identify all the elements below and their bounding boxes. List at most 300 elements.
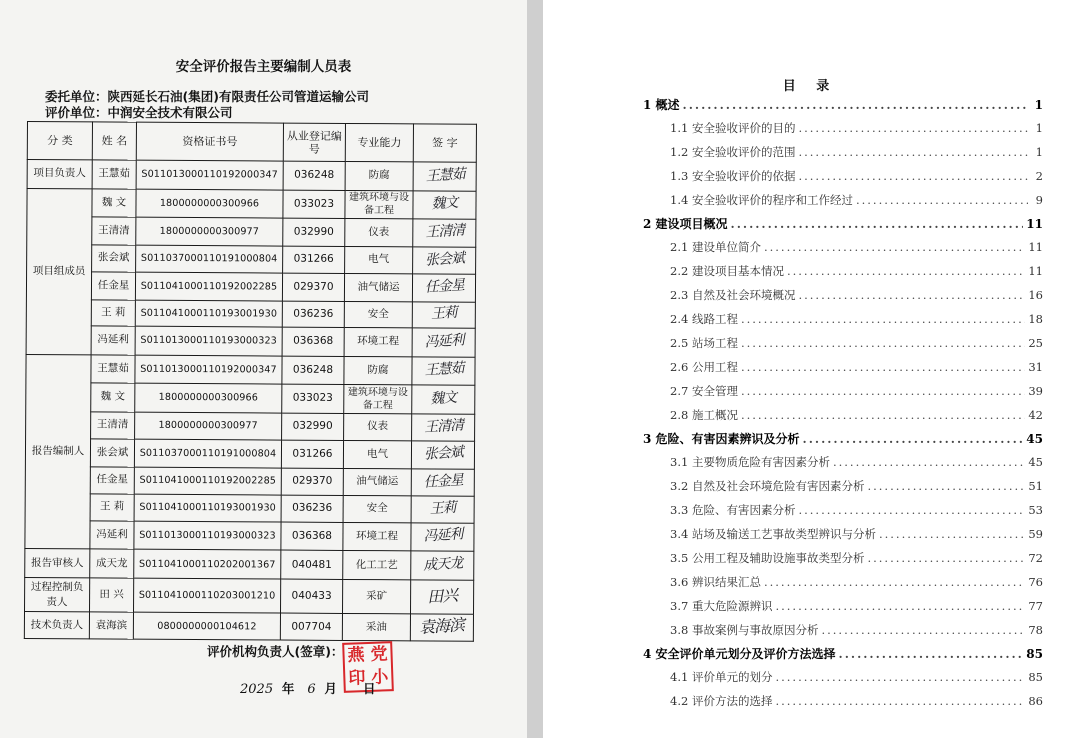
cell-skill-text: 防腐 [367, 363, 389, 377]
cell-skill [343, 496, 411, 523]
cell-skill-text: 油气储运 [356, 475, 399, 488]
cell-reg [281, 468, 343, 496]
cell-reg [280, 579, 342, 614]
toc-entry[interactable] [643, 550, 1043, 574]
cell-reg-text: 036236 [292, 502, 333, 515]
toc-entry[interactable] [643, 311, 1043, 335]
cell-name [92, 217, 136, 245]
cell-reg-text: 007704 [291, 620, 332, 633]
cell-cert [136, 217, 283, 245]
cell-name [90, 467, 134, 495]
table-row [26, 354, 475, 385]
cell-cert-text: S011037000110191000804 [139, 447, 277, 460]
toc-dot-leader [798, 503, 1025, 517]
toc-dot-leader [741, 384, 1025, 398]
toc-dot-leader [731, 217, 1024, 231]
handwritten-signature: 成天龙 [422, 555, 463, 574]
header-category: 分 类 [27, 122, 92, 160]
toc-entry-label: 2.2 建设项目基本情况 [670, 264, 784, 279]
date-year-unit: 年 [281, 681, 295, 696]
toc-entry[interactable] [643, 120, 1043, 144]
header-signature: 签 字 [413, 124, 476, 162]
toc-entry[interactable] [643, 693, 1043, 717]
toc-entry[interactable] [643, 335, 1043, 359]
cell-skill [344, 385, 412, 414]
toc-dot-leader [839, 647, 1024, 661]
cell-name-text: 魏 文 [100, 390, 126, 404]
table-row [25, 577, 474, 614]
cell-signature [413, 190, 476, 219]
toc-entry[interactable] [643, 645, 1043, 669]
toc-entry[interactable] [643, 263, 1043, 287]
toc-dot-leader [741, 312, 1025, 326]
cell-reg-text: 031266 [292, 447, 333, 460]
toc-entry[interactable] [643, 239, 1043, 263]
toc-entry[interactable] [643, 383, 1043, 407]
toc-entry[interactable] [643, 669, 1043, 693]
cell-reg-text: 033023 [293, 197, 335, 210]
cell-cert-text: 0800000000104612 [157, 620, 257, 633]
table-row [27, 160, 476, 191]
cell-signature [411, 523, 474, 552]
cell-cert [133, 578, 280, 614]
handwritten-signature: 冯延利 [422, 526, 463, 546]
toc-entry[interactable] [643, 430, 1043, 454]
cell-cert [136, 189, 283, 218]
handwritten-signature: 王莉 [430, 305, 458, 323]
cell-skill [343, 551, 411, 580]
toc-dot-leader [775, 670, 1025, 684]
cell-name [91, 326, 135, 355]
cell-name [90, 439, 134, 467]
toc-entry-page: 45 [1026, 432, 1043, 447]
evaluator-name: 中润安全技术有限公司 [107, 105, 233, 120]
toc-entry-label: 4.2 评价方法的选择 [670, 694, 773, 709]
table-row [25, 549, 474, 580]
staff-table-page [0, 0, 527, 738]
cell-skill-text: 防腐 [368, 169, 390, 182]
cell-cert [135, 272, 282, 300]
cell-reg-text: 036248 [292, 363, 334, 376]
cell-name-text: 王慧茹 [97, 362, 129, 375]
cell-signature [411, 441, 474, 469]
cell-skill-text: 仪表 [368, 225, 390, 239]
cell-cert-text: S011041000110192002285 [140, 280, 278, 293]
cell-signature [411, 496, 474, 523]
cell-cert [135, 326, 282, 355]
cell-skill-text: 安全 [367, 307, 389, 321]
toc-dot-leader [798, 169, 1028, 183]
cell-cert [134, 467, 281, 495]
cell-cert [133, 613, 280, 640]
cell-reg [282, 273, 344, 301]
toc-entry-label: 2.4 线路工程 [670, 312, 738, 327]
cell-reg [282, 384, 344, 413]
cell-name-text: 王慧茹 [98, 167, 130, 180]
cell-name-text: 王 莉 [99, 500, 125, 514]
toc-dot-leader [798, 145, 1028, 159]
cell-name [91, 355, 135, 384]
header-skill: 专业能力 [345, 123, 413, 161]
cell-name [92, 160, 136, 189]
cell-cert [135, 383, 282, 412]
cell-signature [413, 162, 476, 191]
cell-signature [412, 328, 475, 357]
cell-cert-text: S011013000110192000347 [141, 168, 278, 181]
toc-entry-label: 1 概述 [643, 98, 680, 112]
toc-entry-page: 1 [1034, 98, 1043, 112]
toc-entry[interactable] [643, 622, 1043, 646]
date-month: 6 [307, 682, 316, 697]
cell-skill-text: 环境工程 [357, 335, 400, 348]
toc-entry[interactable] [643, 526, 1043, 550]
toc-entry-label: 1.2 安全验收评价的范围 [670, 144, 796, 159]
toc-dot-leader [856, 193, 1028, 207]
cell-name [89, 612, 133, 639]
toc-dot-leader [867, 551, 1025, 565]
cell-reg [282, 301, 344, 328]
date-month-unit: 月 [324, 681, 337, 696]
cell-cert-text: 1800000000300977 [158, 420, 258, 432]
handwritten-signature: 魏文 [430, 195, 458, 213]
toc-entry-page: 53 [1028, 503, 1043, 518]
cell-cert-text: S011013000110193000323 [139, 529, 276, 542]
cell-reg [283, 218, 345, 246]
toc-entry-page: 11 [1028, 240, 1043, 255]
cell-name [90, 549, 134, 578]
cell-cert-text: S011041000110203001210 [138, 589, 276, 602]
cell-name-text: 冯延利 [97, 333, 129, 346]
toc-entry[interactable] [643, 168, 1043, 192]
cell-cert [134, 494, 281, 521]
cell-reg-text: 040481 [291, 558, 332, 571]
toc-list [643, 96, 1043, 717]
cell-skill-text: 安全 [366, 502, 388, 515]
toc-entry-page: 39 [1028, 383, 1043, 398]
cell-skill-text: 采矿 [366, 590, 388, 603]
table-row [26, 299, 475, 328]
table-row [26, 411, 475, 441]
cell-cert-text: S011013000110193000323 [140, 335, 277, 347]
toc-entry[interactable] [643, 192, 1043, 216]
cell-reg-text: 032990 [292, 420, 333, 433]
toc-entry[interactable] [643, 454, 1043, 478]
cell-skill-text: 电气 [366, 448, 389, 461]
cell-reg [282, 327, 344, 356]
cell-signature [410, 580, 473, 615]
toc-entry-label: 3.5 公用工程及辅助设施事故类型分析 [670, 550, 865, 565]
toc-entry-page: 42 [1028, 407, 1043, 422]
table-row [27, 188, 476, 219]
cell-cert-text: S011041000110202001367 [139, 558, 276, 571]
cell-skill [342, 614, 410, 641]
toc-entry[interactable] [643, 407, 1043, 431]
sign-date [240, 679, 376, 697]
table-row [26, 272, 475, 302]
cell-name-text: 王清清 [96, 418, 129, 432]
table-row [25, 494, 474, 523]
toc-entry-page: 25 [1028, 335, 1043, 350]
toc-entry-label: 1.4 安全验收评价的程序和工作经过 [670, 192, 853, 207]
cell-skill-text: 环境工程 [355, 530, 399, 543]
cell-reg [283, 190, 345, 219]
cell-name-text: 袁海滨 [95, 619, 128, 632]
cell-skill [345, 161, 413, 190]
toc-dot-leader [821, 623, 1025, 637]
handwritten-signature: 王莉 [429, 499, 457, 518]
cell-category: 项目组成员 [26, 188, 92, 354]
toc-entry-label: 3.7 重大危险源辨识 [670, 598, 773, 613]
cell-reg-text: 036248 [294, 168, 335, 182]
cell-skill-text: 仪表 [367, 420, 389, 433]
cell-reg [280, 613, 342, 640]
handwritten-signature: 张会斌 [422, 444, 463, 464]
table-header-row [27, 122, 476, 163]
handwritten-signature: 任金星 [422, 472, 463, 491]
cell-skill [344, 301, 412, 328]
toc-dot-leader [741, 408, 1025, 422]
toc-dot-leader [775, 599, 1025, 613]
cell-reg [282, 356, 344, 385]
toc-dot-leader [741, 336, 1025, 350]
cell-cert [135, 355, 282, 384]
cell-cert-text: S011041000110192002285 [139, 475, 277, 487]
evaluator-label: 评价单位： [45, 105, 108, 120]
toc-entry-page: 9 [1035, 192, 1043, 207]
toc-entry[interactable] [643, 359, 1043, 383]
cell-signature [412, 301, 475, 328]
toc-entry-label: 4.1 评价单元的划分 [670, 670, 773, 685]
header-cert: 资格证书号 [136, 122, 283, 161]
handwritten-signature: 魏文 [429, 389, 457, 408]
cell-reg-text: 036236 [293, 307, 334, 320]
cell-name-text: 冯延利 [96, 528, 128, 541]
page-title: 安全评价报告主要编制人员表 [175, 59, 352, 75]
cell-cert-text: 1800000000300977 [159, 225, 259, 238]
cell-name [90, 521, 134, 550]
cell-name-text: 张会斌 [96, 446, 129, 459]
cell-cert [135, 412, 282, 440]
date-day-unit: 日 [363, 681, 376, 696]
cell-name-text: 成天龙 [96, 556, 128, 570]
handwritten-signature: 王慧茹 [423, 360, 464, 380]
cell-reg-text: 040433 [291, 589, 332, 602]
cell-skill-text: 化工工艺 [355, 558, 398, 571]
cell-name-text: 张会斌 [97, 251, 130, 264]
cell-skill-text: 电气 [368, 253, 390, 266]
header-name: 姓 名 [92, 122, 136, 160]
toc-entry-page: 16 [1028, 288, 1043, 303]
toc-entry-label: 2.1 建设单位简介 [670, 240, 761, 255]
seal-char: 印 [348, 668, 366, 689]
toc-entry-label: 1.1 安全验收评价的目的 [670, 120, 796, 135]
cell-reg [281, 522, 343, 551]
toc-entry-page: 31 [1028, 359, 1043, 374]
cell-reg [282, 413, 344, 441]
cell-name-text: 任金星 [96, 473, 129, 487]
cell-name [90, 494, 134, 521]
seal-char: 燕 [347, 645, 365, 666]
cell-signature [412, 356, 475, 385]
cell-cert [135, 300, 282, 327]
handwritten-signature: 任金星 [423, 277, 464, 297]
cell-name [89, 578, 133, 613]
cell-reg [283, 161, 345, 190]
toc-entry-label: 3 危险、有害因素辨识及分析 [643, 432, 800, 447]
cell-skill [344, 413, 412, 441]
toc-entry-label: 3.6 辨识结果汇总 [670, 574, 761, 589]
cell-cert-text: S011037000110191000804 [140, 253, 278, 265]
cell-signature [412, 274, 475, 302]
toc-entry[interactable] [643, 574, 1043, 598]
cell-reg-text: 031266 [293, 252, 334, 266]
cell-cert [134, 549, 281, 578]
cell-reg [281, 495, 343, 522]
toc-entry-label: 2.3 自然及社会环境概况 [670, 288, 796, 303]
toc-entry-page: 85 [1026, 647, 1043, 662]
toc-entry-label: 3.8 事故案例与事故原因分析 [670, 622, 819, 637]
cell-cert [134, 521, 281, 550]
cell-category: 项目负责人 [27, 160, 92, 189]
toc-entry-label: 3.4 站场及输送工艺事故类型辨识与分析 [670, 527, 876, 542]
cell-name-text: 田 兴 [99, 588, 124, 601]
date-year: 2025 [240, 682, 274, 697]
toc-entry-label: 2.5 站场工程 [670, 335, 738, 350]
table-row [26, 326, 475, 357]
cell-skill [344, 274, 412, 302]
cell-reg-text: 032990 [293, 225, 334, 238]
cell-reg-text: 029370 [292, 475, 333, 488]
cell-name-text: 任金星 [97, 279, 130, 292]
toc-entry[interactable] [643, 144, 1043, 168]
handwritten-signature: 王慧茹 [424, 166, 465, 185]
client-name: 陕西延长石油(集团)有限责任公司管道运输公司 [107, 89, 369, 104]
cell-cert-text: S011013000110192000347 [140, 363, 277, 376]
toc-entry-page: 59 [1028, 527, 1043, 542]
cell-reg [281, 550, 343, 579]
toc-entry-page: 1 [1035, 144, 1043, 159]
toc-entry-label: 4 安全评价单元划分及评价方法选择 [643, 647, 836, 662]
cell-signature [412, 385, 475, 414]
toc-entry-page: 77 [1028, 598, 1043, 613]
toc-entry-label: 1.3 安全验收评价的依据 [670, 168, 796, 183]
toc-entry[interactable] [643, 215, 1043, 239]
cell-skill [343, 522, 411, 551]
cell-skill [345, 219, 413, 247]
cell-reg [283, 246, 345, 274]
cell-name [92, 244, 136, 272]
page-gutter [527, 0, 543, 738]
toc-dot-leader [879, 527, 1025, 541]
toc-entry-page: 18 [1028, 312, 1043, 327]
cell-cert-text: 1800000000300966 [158, 392, 258, 404]
cell-name [91, 272, 135, 300]
cell-skill-text: 采油 [365, 620, 387, 633]
toc-dot-leader [803, 432, 1024, 446]
toc-entry-label: 2.7 安全管理 [670, 383, 738, 398]
cell-cert-text: S011041000110193001930 [140, 307, 278, 320]
cell-reg [281, 440, 343, 468]
cell-skill-text: 建筑环境与设备工程 [347, 386, 408, 412]
toc-dot-leader [683, 98, 1028, 112]
cell-skill [343, 468, 411, 496]
handwritten-signature: 王清清 [424, 222, 465, 242]
toc-entry-label: 2 建设项目概况 [643, 217, 728, 232]
cell-signature [413, 246, 476, 274]
toc-entry-label: 3.3 危险、有害因素分析 [670, 503, 796, 518]
seal-char: 小 [371, 667, 389, 688]
toc-entry[interactable] [643, 96, 1043, 120]
toc-entry-label: 2.6 公用工程 [670, 359, 738, 374]
client-label: 委托单位： [45, 89, 108, 104]
cell-signature [411, 551, 474, 580]
cell-name-text: 王 莉 [101, 306, 126, 319]
staff-table [24, 121, 477, 642]
toc-entry[interactable] [643, 287, 1043, 311]
toc-page [543, 0, 1077, 738]
cell-skill [344, 356, 412, 385]
toc-entry-label: 3.2 自然及社会环境危险有害因素分析 [670, 479, 865, 494]
cell-cert-text: 1800000000300966 [159, 197, 260, 210]
cell-name-text: 王清清 [98, 224, 130, 237]
cell-name [92, 188, 136, 217]
table-row [27, 244, 476, 274]
toc-dot-leader [798, 121, 1028, 135]
cell-category: 技术负责人 [24, 612, 89, 639]
cell-signature [412, 414, 475, 442]
seal-char: 党 [370, 644, 388, 665]
cell-skill [343, 441, 411, 469]
toc-entry-page: 45 [1028, 455, 1043, 470]
cell-signature [410, 614, 473, 641]
toc-entry[interactable] [643, 502, 1043, 526]
table-row [27, 217, 476, 247]
agency-head-sign-label: 评价机构负责人(签章)： [207, 644, 344, 659]
cell-reg-text: 033023 [292, 392, 333, 405]
handwritten-signature: 袁海滨 [418, 615, 465, 638]
handwritten-signature: 王清清 [423, 417, 464, 436]
toc-entry-page: 72 [1028, 550, 1043, 565]
toc-title: 目 录 [782, 79, 838, 94]
table-row [24, 612, 473, 641]
cell-reg-text: 036368 [291, 529, 333, 542]
cell-name [91, 412, 135, 440]
toc-entry[interactable] [643, 478, 1043, 502]
cell-skill [342, 579, 410, 614]
toc-dot-leader [787, 264, 1025, 278]
cell-category: 过程控制负责人 [25, 577, 90, 612]
toc-dot-leader [741, 360, 1025, 374]
cell-reg-text: 036368 [293, 334, 334, 348]
cell-category: 报告编制人 [25, 354, 91, 549]
cell-reg-text: 029370 [293, 280, 334, 293]
cell-cert-text: S011041000110193001930 [139, 502, 276, 514]
toc-dot-leader [867, 479, 1025, 493]
toc-entry-page: 1 [1035, 120, 1043, 135]
cell-skill [345, 190, 413, 219]
toc-entry-page: 85 [1028, 670, 1043, 685]
toc-entry-page: 76 [1028, 574, 1043, 589]
toc-entry-page: 11 [1026, 217, 1043, 232]
handwritten-signature: 冯延利 [423, 332, 464, 351]
header-reg: 从业登记编号 [283, 123, 345, 161]
toc-entry[interactable] [643, 598, 1043, 622]
evaluator-line [45, 103, 233, 121]
handwritten-signature: 田兴 [426, 585, 458, 607]
cell-signature [411, 469, 474, 497]
cell-cert [136, 160, 283, 189]
handwritten-signature: 张会斌 [424, 250, 465, 269]
